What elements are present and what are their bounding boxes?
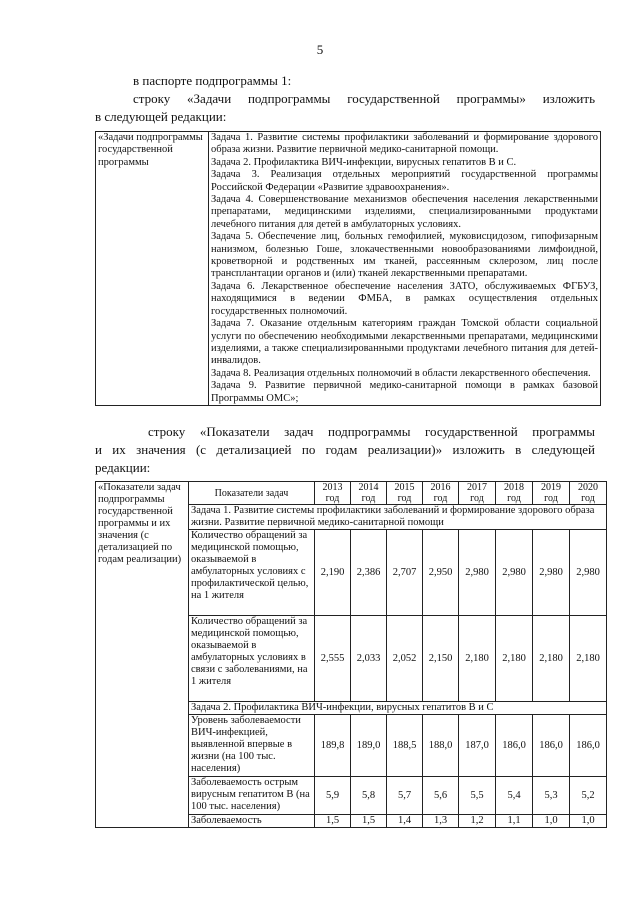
indicator-value: 2,980	[496, 530, 533, 616]
task-item: Задача 1. Развитие системы профилактики заболеваний и формирование здорового образа жизни. Развитие первичной медико-санитарной помощи.	[211, 132, 598, 156]
indicator-value: 1,3	[423, 815, 459, 828]
indicator-label: Уровень заболеваемости ВИЧ-инфекцией, выявленной впервые в жизни (на 100 тыс. населения)	[189, 715, 315, 777]
header-indicators: Показатели задач	[189, 482, 315, 505]
indicator-value: 5,3	[533, 777, 570, 815]
header-year: 2014 год	[351, 482, 387, 505]
indicator-value: 1,4	[387, 815, 423, 828]
indicator-label: Количество обращений за медицинской помощью, оказываемой в амбулаторных условиях с профилактической целью, на 1 жителя	[189, 530, 315, 616]
indicator-value: 2,950	[423, 530, 459, 616]
task-item: Задача 4. Совершенствование механизмов обеспечения населения лекарственными препаратами, медицинскими изделиями, специализированными продуктами лечебного питания для детей в амбулаторных условиях.	[211, 194, 598, 230]
indicator-value: 1,0	[533, 815, 570, 828]
header-year: 2013 год	[315, 482, 351, 505]
indicator-value: 2,052	[387, 616, 423, 702]
header-year: 2017 год	[459, 482, 496, 505]
intro-line-2: строку «Задачи подпрограммы государственной программы» изложить	[133, 91, 595, 106]
header-year: 2020 год	[570, 482, 607, 505]
task-1-title: Задача 1. Развитие системы профилактики заболеваний и формирование здорового образа жизни. Развитие первичной медико-санитарной помощи	[189, 505, 607, 530]
indicator-value: 2,707	[387, 530, 423, 616]
indicator-value: 5,9	[315, 777, 351, 815]
indicator-value: 2,150	[423, 616, 459, 702]
indicator-value: 186,0	[496, 715, 533, 777]
indicator-value: 186,0	[570, 715, 607, 777]
task-item: Задача 3. Реализация отдельных мероприятий государственной программы Российской Федерации «Развитие здравоохранения».	[211, 169, 598, 193]
task-item: Задача 9. Развитие первичной медико-санитарной помощи в рамках базовой Программы ОМС»;	[211, 380, 598, 404]
intro-line-1: в паспорте подпрограммы 1:	[133, 73, 292, 88]
indicator-label: Количество обращений за медицинской помощью, оказываемой в амбулаторных условиях в связи с заболеваниями, на 1 жителя	[189, 616, 315, 702]
indicator-value: 2,180	[533, 616, 570, 702]
indicator-value: 186,0	[533, 715, 570, 777]
header-year: 2018 год	[496, 482, 533, 505]
tasks-list	[209, 132, 601, 406]
indicator-value: 5,2	[570, 777, 607, 815]
task-item: Задача 8. Реализация отдельных полномочий в области лекарственного обеспечения.	[211, 367, 591, 379]
indicator-value: 187,0	[459, 715, 496, 777]
indicator-value: 2,386	[351, 530, 387, 616]
indicator-value: 2,180	[459, 616, 496, 702]
task-2-title: Задача 2. Профилактика ВИЧ-инфекции, вирусных гепатитов В и С	[189, 702, 607, 715]
indicator-value: 1,5	[315, 815, 351, 828]
indicator-value: 2,190	[315, 530, 351, 616]
indicator-value: 2,033	[351, 616, 387, 702]
indicator-value: 2,980	[459, 530, 496, 616]
header-year: 2016 год	[423, 482, 459, 505]
indicator-value: 5,4	[496, 777, 533, 815]
indicator-label: Заболеваемость	[189, 815, 315, 828]
indicator-value: 2,980	[570, 530, 607, 616]
indicator-value: 189,0	[351, 715, 387, 777]
indicator-value: 2,180	[570, 616, 607, 702]
intro-line-3: в следующей редакции:	[95, 109, 227, 124]
indicator-value: 2,555	[315, 616, 351, 702]
indicator-value: 5,5	[459, 777, 496, 815]
mid-line-2: и их значения (с детализацией по годам реализации)» изложить в следующей	[95, 442, 595, 457]
tasks-table	[95, 131, 601, 406]
mid-line-1: строку «Показатели задач подпрограммы государственной программы	[148, 424, 595, 439]
header-year: 2015 год	[387, 482, 423, 505]
indicator-value: 188,5	[387, 715, 423, 777]
indicator-value: 5,7	[387, 777, 423, 815]
indicator-value: 5,8	[351, 777, 387, 815]
task-item: Задача 6. Лекарственное обеспечение населения ЗАТО, обслуживаемых ФГБУЗ, находящимися в ведении ФМБА, в рамках осуществления отдельных государственных полномочий.	[211, 280, 598, 317]
indicator-label: Заболеваемость острым вирусным гепатитом В (на 100 тыс. населения)	[189, 777, 315, 815]
indicator-value: 1,5	[351, 815, 387, 828]
task-item: Задача 2. Профилактика ВИЧ-инфекции, вирусных гепатитов В и С.	[211, 156, 517, 168]
header-year: 2019 год	[533, 482, 570, 505]
page-number: 5	[316, 42, 324, 57]
indicator-value: 2,980	[533, 530, 570, 616]
tasks-left-label: «Задачи подпрограммы государственной программы	[96, 132, 209, 406]
indicator-value: 188,0	[423, 715, 459, 777]
task-item: Задача 5. Обеспечение лиц, больных гемофилией, муковисцидозом, гипофизарным нанизмом, болезнью Гоше, злокачественными новообразованиями лимфоидной, кроветворной и родственных им тканей, рассеянным склерозом, лиц после трансплантации органов и (или) тканей лекарственными препаратами.	[211, 231, 598, 280]
indicator-value: 2,180	[496, 616, 533, 702]
task-item: Задача 7. Оказание отдельным категориям граждан Томской области социальной услуги по обеспечению необходимыми лекарственными препаратами, медицинскими изделиями, а также специализированными продуктами лечебного питания для детей-инвалидов.	[211, 318, 598, 367]
indicator-value: 189,8	[315, 715, 351, 777]
mid-line-3: редакции:	[95, 460, 151, 475]
indicator-value: 1,1	[496, 815, 533, 828]
indicators-table	[95, 481, 607, 828]
indicator-value: 5,6	[423, 777, 459, 815]
indicators-left-label: «Показатели задач подпрограммы государственной программы и их значения (с детализацией по годам реализации)	[96, 482, 189, 828]
indicator-value: 1,2	[459, 815, 496, 828]
indicator-value: 1,0	[570, 815, 607, 828]
